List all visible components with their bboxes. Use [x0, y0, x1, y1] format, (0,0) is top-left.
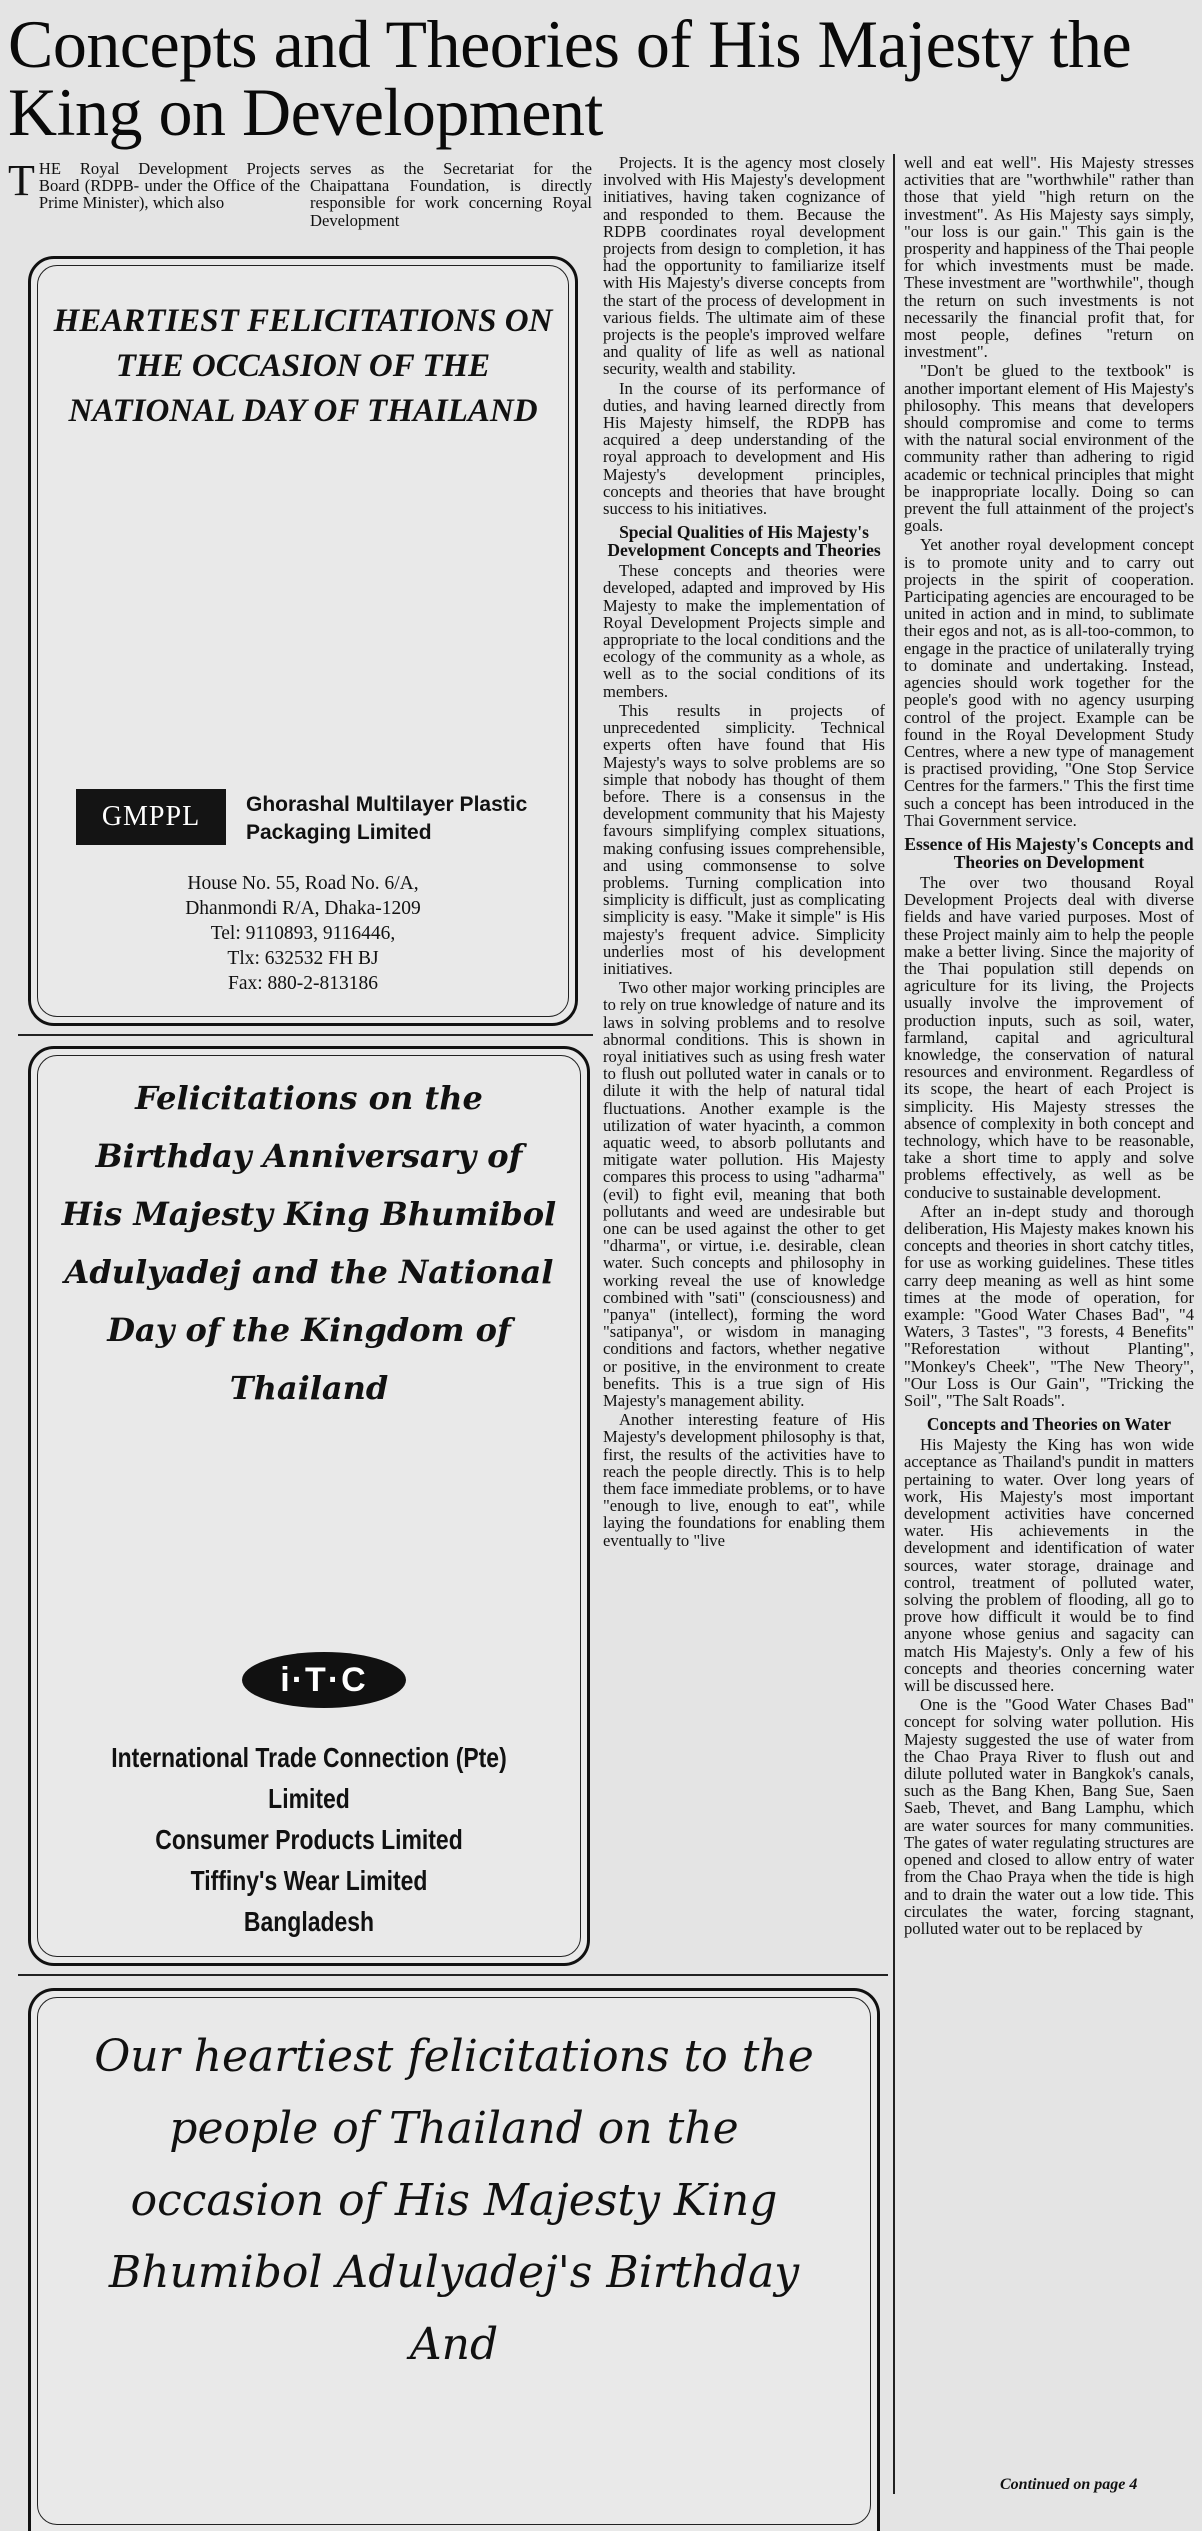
ad1-title: HEARTIEST FELICITATIONS ON THE OCCASION OF THE NATIONAL DAY OF THAILAND	[53, 303, 553, 429]
section-heading: Concepts and Theories on Water	[926, 1414, 1172, 1435]
address-line: Fax: 880-2-813186	[227, 973, 379, 994]
itc-logo: i·T·C	[242, 1652, 406, 1708]
ad-gmppl	[28, 256, 578, 1026]
article-intro-col2	[310, 160, 592, 240]
continued-note: Continued on page 4	[1000, 2476, 1138, 2493]
address-line: Tel: 9110893, 9116446,	[210, 923, 396, 944]
ad-divider-2	[18, 1974, 888, 1976]
intro-text-2: serves as the Secretariat for the Chaipattana Foundation, is directly responsible for work concerning Royal Development	[310, 160, 592, 230]
headline: Concepts and Theories of His Majesty the King on Development	[8, 6, 1132, 150]
section-heading: Essence of His Majesty's Concepts and Theories on Development	[904, 833, 1194, 872]
paragraph: well and eat well". His Majesty stresses activities that are "worthwhile" rather than those that yield "high return on the investment". As His Majesty says simply, "our loss is our gain." This gain is the prosperity and happiness of the Thai people for which investments must be made. These investment are "worthwhile", though the return on such investments is not necessarily the financial profit that, for most people, defines "return on investment".	[904, 154, 1194, 362]
article-column-4	[904, 154, 1194, 2470]
gmppl-logo: GMPPL	[76, 789, 226, 845]
company-line: Bangladesh	[243, 1906, 375, 1937]
ad1-address	[31, 871, 575, 996]
address-line: House No. 55, Road No. 6/A,	[187, 873, 419, 894]
paragraph: After an in-dept study and thorough deliberation, His Majesty makes known his concepts and theories in short catchy titles, for use as working guidelines. These titles carry deep meaning as well as hint some times at the mode of operation, for example: "Good Water Chases Bad", "4 Waters, 3 Tastes", "3 forests, 4 Benefits" "Reforestation without Planting", "Monkey's Cheek", "The New Theory", "Our Loss is Our Gain", "Tricking the Soil", "The Salt Roads".	[904, 1201, 1194, 1411]
paragraph: One is the "Good Water Chases Bad" concept for solving water pollution. His Majesty suggested the use of water from the Chao Praya River to flush out and dilute polluted water in Bangkok's canals, such as the Bang Khen, Bang Sue, Saen Saeb, Thevet, and Bang Lamphu, which are water sources for many communities. The gates of water regulating structures are opened and closed to allow entry of water from the Chao Praya when the tide is high and to drain the water out a low tide. This circulates the water, forcing stagnant, polluted water out to be replaced by	[904, 1695, 1194, 1938]
paragraph: His Majesty the King has won wide acceptance as Thailand's pundit in matters pertaining to water. Over long years of work, His Majesty's most important development activities have concerned water. His achievements in the development and identification of water sources, water storage, drainage and control, treatment of polluted water, solving the problem of flooding, all go to prove how difficult it would be to find anyone whose genius and sagacity can match His Majesty's. Only a few of his concepts and theories concerning water will be discussed here.	[904, 1435, 1194, 1696]
ad-itc	[28, 1046, 590, 1966]
article-column-3	[603, 154, 885, 1964]
company-line: Consumer Products Limited	[155, 1824, 463, 1855]
drop-cap: T	[8, 160, 35, 205]
paragraph: In the course of its performance of duties, and having learned directly from His Majesty himself, the RDPB has acquired a deep understanding of the royal approach to development and His Majesty's development principles, concepts and theories that have brought success to his initiatives.	[603, 378, 885, 519]
section-heading: Special Qualities of His Majesty's Development Concepts and Theories	[607, 522, 881, 561]
address-line: Dhanmondi R/A, Dhaka-1209	[185, 898, 421, 919]
paragraph: This results in projects of unprecedented simplicity. Technical experts often have found that His Majesty's ways to solve problems are so simple that nobody has thought of them before. There is a consensus in the development community that his Majesty favours simplifying complex situations, making confusing issues comprehensible, and using commonsense to solve problems. Turning complication into simplicity is difficult, just as complicating simplicity is easy. "Make it simple" is His majesty's frequent advice. Simplicity underlies most of his development initiatives.	[603, 700, 885, 978]
paragraph: The over two thousand Royal Development Projects deal with diverse fields and have varied purposes. Most of these Project mainly aim to help the people make a better living. Since the majority of the Thai population still depends on agriculture for its living, the Projects usually involve the improvement of production inputs, such as soil, water, farmland, capital and agricultural knowledge, the conservation of natural resources and environment. Regardless of its scope, the heart of each Project is simplicity. His Majesty stresses the absence of complexity in both concept and technology, which have to be reasonable, take a short time to apply and solve problems effectively, as well as be conducive to sustainable development.	[904, 872, 1194, 1202]
ad1-company: Ghorashal Multilayer Plastic Packaging Limited	[246, 793, 528, 844]
ad2-title: Felicitations on the Birthday Anniversary of His Majesty King Bhumibol Adulyadej and the National Day of the Kingdom of Thailand	[61, 1079, 557, 1407]
ad-felicitations-thailand	[28, 1988, 880, 2531]
ad2-companies	[81, 1737, 537, 1942]
column-divider	[893, 154, 895, 2494]
paragraph: "Don't be glued to the textbook" is another important element of His Majesty's philosophy. This means that developers should compromise and come to terms with the natural social environment of the community rather than adhering to rigid academic or technical principles that might be inappropriate locally. Doing so can prevent the full attainment of the project's goals.	[904, 361, 1194, 536]
intro-text-1: HE Royal Development Projects Board (RDPB- under the Office of the Prime Minister), which also	[38, 160, 300, 213]
article-intro-col1	[8, 160, 300, 240]
paragraph: Projects. It is the agency most closely involved with His Majesty's development initiatives, having taken cognizance of and responded to them. Because the RDPB coordinates royal development projects from design to completion, it has had the opportunity to familiarize itself with His Majesty's diverse concepts from the start of the process of development in various fields. The ultimate aim of these projects is the people's improved welfare and quality of life as well as national security, wealth and stability.	[603, 154, 885, 379]
paragraph: These concepts and theories were developed, adapted and improved by His Majesty to make the implementation of Royal Development Projects simple and appropriate to the local conditions and the ecology of the community as a whole, as well as to the social conditions of its members.	[603, 561, 885, 701]
paragraph: Yet another royal development concept is to promote unity and to carry out projects in the spirit of cooperation. Participating agencies are encouraged to be united in action and in mind, to sublimate their egos and not, as is all-too-common, to engage in the practice of unilaterally trying to dominate and undertaking. Instead, agencies should work together for the people's good with no agency usurping control of the project. Example can be found in the Royal Development Study Centres, where a new type of management is practised providing, "One Stop Service Centres for the farmers." This the first time such a concept has been introduced in the Thai Government service.	[904, 535, 1194, 830]
paragraph: Another interesting feature of His Majesty's development philosophy is that, first, the results of the activities have to reach the people directly. This is to help them face immediate problems, or to have "enough to live, enough to eat", while laying the foundations for enabling them eventually to "live	[603, 1410, 885, 1550]
paragraph: Two other major working principles are to rely on true knowledge of nature and its laws in solving problems and to resolve abnormal conditions. This is shown in royal initiatives such as using fresh water to flush out polluted water in canals or to dilute it with the help of natural tidal fluctuations. Another example is the utilization of water hyacinth, a common aquatic weed, to absorb pollutants and mitigate water pollution. His Majesty compares this process to using "adharma" (evil) to fight evil, meaning that both pollutants and weed are undesirable but one can be used against the other to get "dharma", or virtue, i.e. desirable, clean water. Such concepts and philosophy in working reveal the use of knowledge combined with "sati" (consciousness) and "panya" (intellect), forming the word "satipanya", or wisdom in managing conditions and factors, whether negative or positive, in the environment to create benefits. This is a true sign of His Majesty's management ability.	[603, 978, 885, 1411]
company-line: International Trade Connection (Pte) Limited	[111, 1742, 507, 1814]
company-line: Tiffiny's Wear Limited	[190, 1865, 428, 1896]
address-line: Tlx: 632532 FH BJ	[227, 948, 379, 969]
ad-divider-1	[18, 1034, 593, 1036]
ad3-text: Our heartiest felicitations to the people of Thailand on the occasion of His Majesty King Bhumibol Adulyadej's Birthday And	[94, 2031, 814, 2370]
